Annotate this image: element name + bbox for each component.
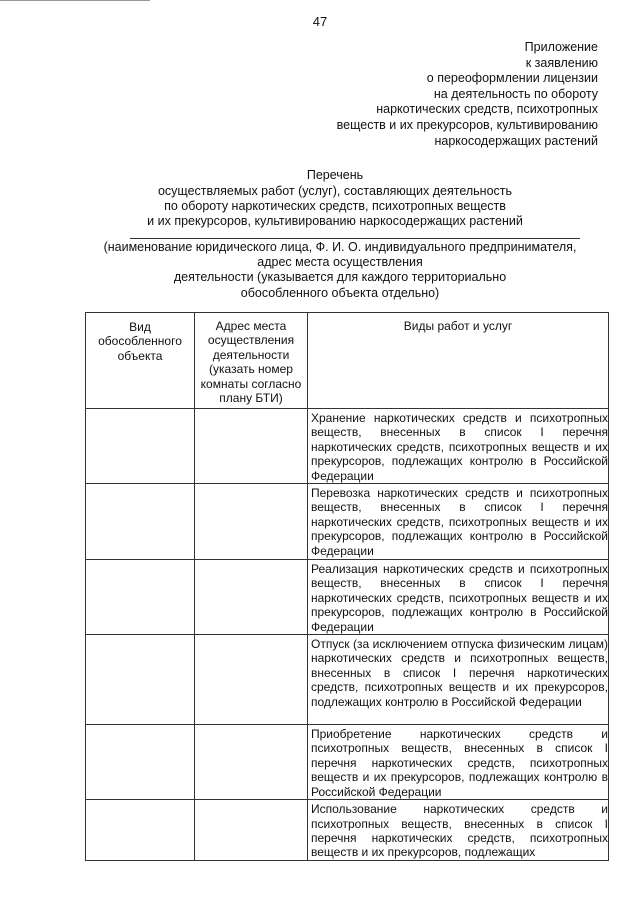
fill-in-line <box>130 238 580 239</box>
table-header-row <box>86 313 609 409</box>
table-row <box>86 800 609 861</box>
cell-object-type <box>86 800 195 861</box>
cell-service: Приобретение наркотических средств и психотропных веществ, внесенных в список I перечня наркотических средств, психотропных веществ и их прекурсоров, подлежащих контролю в Российской Федерации <box>308 725 609 800</box>
table-row <box>86 725 609 800</box>
cell-address <box>195 409 308 484</box>
cell-object-type <box>86 725 195 800</box>
appendix-line: к заявлению <box>525 55 598 70</box>
table-row <box>86 409 609 484</box>
header-services: Виды работ и услуг <box>308 313 609 409</box>
title-line: по обороту наркотических средств, психотропных веществ <box>164 199 506 213</box>
appendix-line: на деятельность по обороту <box>433 86 598 101</box>
header-object-type: Вид обособленного объекта <box>86 313 195 409</box>
table-row <box>86 635 609 725</box>
cell-address <box>195 635 308 725</box>
caption-line: деятельности (указывается для каждого территориально <box>173 270 507 285</box>
cell-address <box>195 560 308 635</box>
table-row <box>86 560 609 635</box>
caption-line: обособленного объекта отдельно) <box>240 285 440 300</box>
fill-in-caption <box>80 240 600 301</box>
document-title <box>95 168 575 229</box>
caption-line: (наименование юридического лица, Ф. И. О. индивидуального предпринимателя, <box>103 240 577 254</box>
title-line: Перечень <box>306 168 364 182</box>
appendix-header <box>278 40 598 149</box>
appendix-line: наркотических средств, психотропных <box>376 102 598 117</box>
cell-service: Отпуск (за исключением отпуска физическим лицам) наркотических средств и психотропных веществ, внесенных в список I перечня наркотических средств, психотропных веществ и их прекурсоров, подлежащих контролю в Российской Федерации <box>308 635 609 725</box>
title-line: осуществляемых работ (услуг), составляющих деятельность <box>157 184 513 198</box>
appendix-line: о переоформлении лицензии <box>426 71 598 86</box>
cell-service: Перевозка наркотических средств и психотропных веществ, внесенных в список I перечня наркотических средств, психотропных веществ и их прекурсоров, подлежащих контролю в Российской Федерации <box>308 484 609 560</box>
cell-service: Реализация наркотических средств и психотропных веществ, внесенных в список I перечня наркотических средств, психотропных веществ и их прекурсоров, подлежащих контролю в Российской Федерации <box>308 560 609 635</box>
cell-service: Использование наркотических средств и психотропных веществ, внесенных в список I перечня наркотических средств, психотропных веществ и их прекурсоров, подлежащих <box>308 800 609 861</box>
appendix-line: наркосодержащих растений <box>434 133 598 148</box>
caption-line: адрес места осуществления <box>257 255 423 270</box>
page-number: 47 <box>312 14 328 29</box>
cell-object-type <box>86 409 195 484</box>
appendix-line: Приложение <box>524 40 598 54</box>
cell-address <box>195 725 308 800</box>
header-address: Адрес места осуществления деятельности (указать номер комнаты согласно плану БТИ) <box>195 313 308 409</box>
title-line: и их прекурсоров, культивированию наркосодержащих растений <box>147 214 523 228</box>
cell-service: Хранение наркотических средств и психотропных веществ, внесенных в список I перечня наркотических средств, психотропных веществ и их прекурсоров, подлежащих контролю в Российской Федерации <box>308 409 609 484</box>
cell-address <box>195 484 308 560</box>
cell-object-type <box>86 560 195 635</box>
cell-object-type <box>86 635 195 725</box>
table-row <box>86 484 609 560</box>
cell-address <box>195 800 308 861</box>
services-table <box>85 312 609 861</box>
cell-object-type <box>86 484 195 560</box>
top-edge-line <box>0 0 150 1</box>
appendix-line: веществ и их прекурсоров, культивированию <box>336 117 598 132</box>
